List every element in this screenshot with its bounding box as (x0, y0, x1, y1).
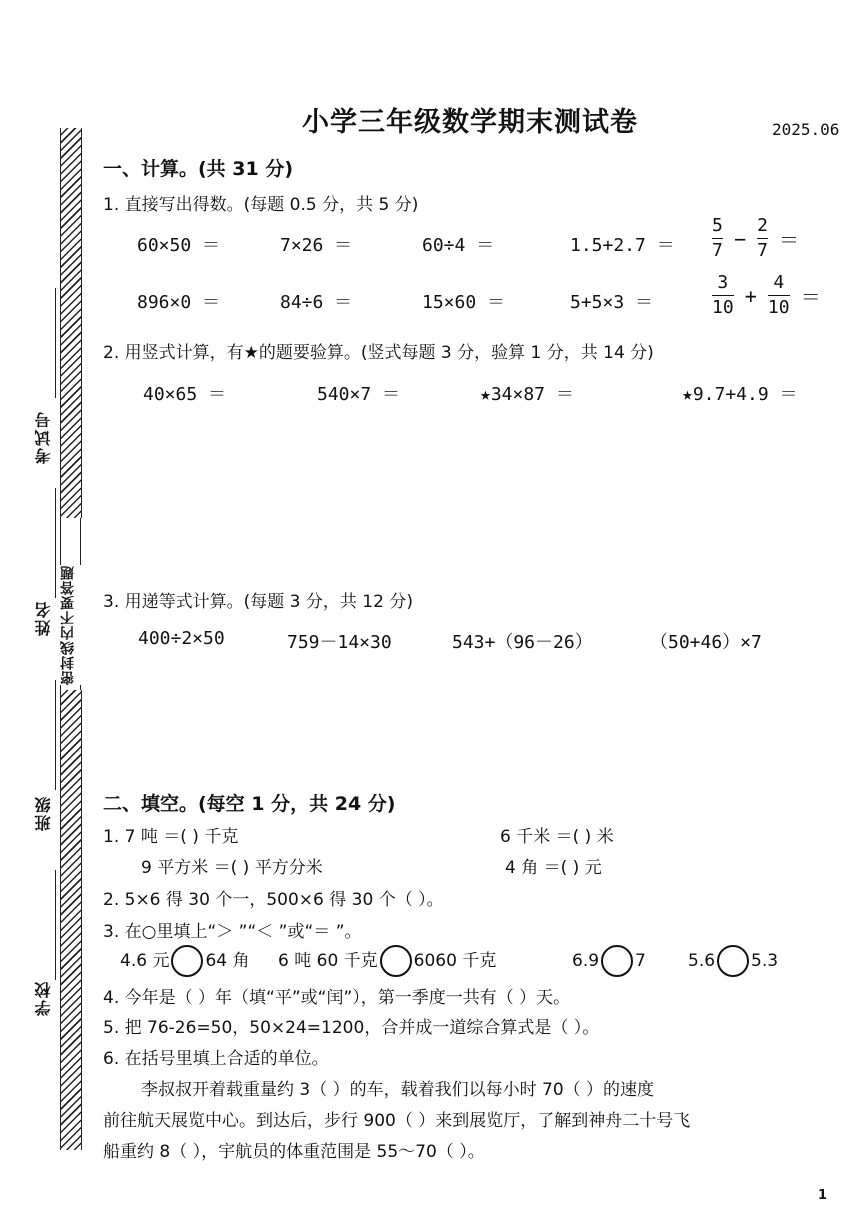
section2-heading: 二、填空。(每空 1 分，共 24 分) (103, 793, 396, 815)
q1-item: 15×60 ＝ (422, 292, 506, 313)
seal-note: 密封线内不要答题 (58, 565, 82, 685)
binding-hatch-top (60, 128, 82, 518)
exam-date: 2025.06 (772, 120, 840, 139)
page-number: 1 (818, 1188, 828, 1203)
q3-item: 400÷2×50 (138, 628, 225, 649)
compare-item: 4.6 元 64 角 (120, 945, 250, 977)
q1-item: 1.5+2.7 ＝ (570, 235, 675, 256)
fill-item: 3. 在○里填上“＞ ”“＜ ”或“＝ ”。 (103, 922, 362, 942)
q1-fraction-item: $\frac{3}{10}$ + $\frac{4}{10}$ ＝ (712, 272, 821, 318)
q2-prompt: 2. 用竖式计算，有★的题要验算。(竖式每题 3 分，验算 1 分，共 14 分) (103, 343, 654, 363)
q3-item: 543+（96－26） (452, 632, 593, 653)
fill-item: 6 千米 ＝( ) 米 (500, 827, 614, 847)
q2-item: 40×65 ＝ (143, 384, 227, 405)
name-line (55, 488, 56, 598)
compare-item: 5.6 5.3 (688, 945, 778, 977)
fill-item: 2. 5×6 得 30 个一，500×6 得 30 个（ ）。 (103, 890, 444, 910)
fill-item: 4. 今年是（ ）年（填“平”或“闰”），第一季度一共有（ ）天。 (103, 988, 571, 1008)
q1-item: 60÷4 ＝ (422, 235, 495, 256)
paragraph-line: 前往航天展览中心。到达后，步行 900（ ）来到展览厅，了解到神舟二十号飞 (103, 1111, 691, 1131)
compare-circle[interactable] (171, 945, 203, 977)
fraction: $\frac{2}{7}$ (757, 215, 768, 261)
q3-item: （50+46）×7 (650, 632, 762, 653)
page-title: 小学三年级数学期末测试卷 (302, 107, 638, 138)
q3-prompt: 3. 用递等式计算。(每题 3 分，共 12 分) (103, 592, 413, 612)
compare-item: 6 吨 60 千克 6060 千克 (278, 945, 496, 977)
fraction: $\frac{5}{7}$ (712, 215, 723, 261)
school-line (55, 870, 56, 980)
q1-item: 84÷6 ＝ (280, 292, 353, 313)
q2-item: ★9.7+4.9 ＝ (682, 384, 798, 405)
class-line (55, 680, 56, 790)
fill-item: 4 角 ＝( ) 元 (505, 858, 602, 878)
exam-no-line (55, 288, 56, 398)
class-label: 班级 (34, 795, 53, 831)
q1-fraction-item: $\frac{5}{7}$ − $\frac{2}{7}$ ＝ (712, 215, 800, 261)
q1-item: 7×26 ＝ (280, 235, 353, 256)
compare-circle[interactable] (380, 945, 412, 977)
fill-item: 6. 在括号里填上合适的单位。 (103, 1049, 329, 1069)
fill-item: 1. 7 吨 ＝( ) 千克 (103, 827, 239, 847)
fraction: $\frac{4}{10}$ (767, 272, 790, 318)
school-label: 学校 (34, 980, 53, 1016)
exam-no-label: 考试号 (34, 410, 53, 464)
binding-hatch-bottom (60, 690, 82, 1150)
name-label: 姓名 (34, 600, 53, 636)
q3-item: 759－14×30 (287, 632, 392, 653)
compare-circle[interactable] (601, 945, 633, 977)
fill-item: 5. 把 76-26=50，50×24=1200，合并成一道综合算式是（ ）。 (103, 1018, 600, 1038)
q1-item: 60×50 ＝ (137, 235, 221, 256)
fill-item: 9 平方米 ＝( ) 平方分米 (141, 858, 323, 878)
q1-prompt: 1. 直接写出得数。(每题 0.5 分，共 5 分) (103, 195, 419, 215)
section1-heading: 一、计算。(共 31 分) (103, 158, 294, 180)
q1-item: 896×0 ＝ (137, 292, 221, 313)
compare-item: 6.9 7 (572, 945, 646, 977)
q2-item: 540×7 ＝ (317, 384, 401, 405)
fraction: $\frac{3}{10}$ (712, 272, 734, 318)
compare-circle[interactable] (717, 945, 749, 977)
q2-item: ★34×87 ＝ (480, 384, 574, 405)
paragraph-line: 李叔叔开着载重量约 3（ ）的车，载着我们以每小时 70（ ）的速度 (141, 1080, 655, 1100)
q1-item: 5+5×3 ＝ (570, 292, 654, 313)
paragraph-line: 船重约 8（ ），宇航员的体重范围是 55～70（ ）。 (103, 1142, 485, 1162)
